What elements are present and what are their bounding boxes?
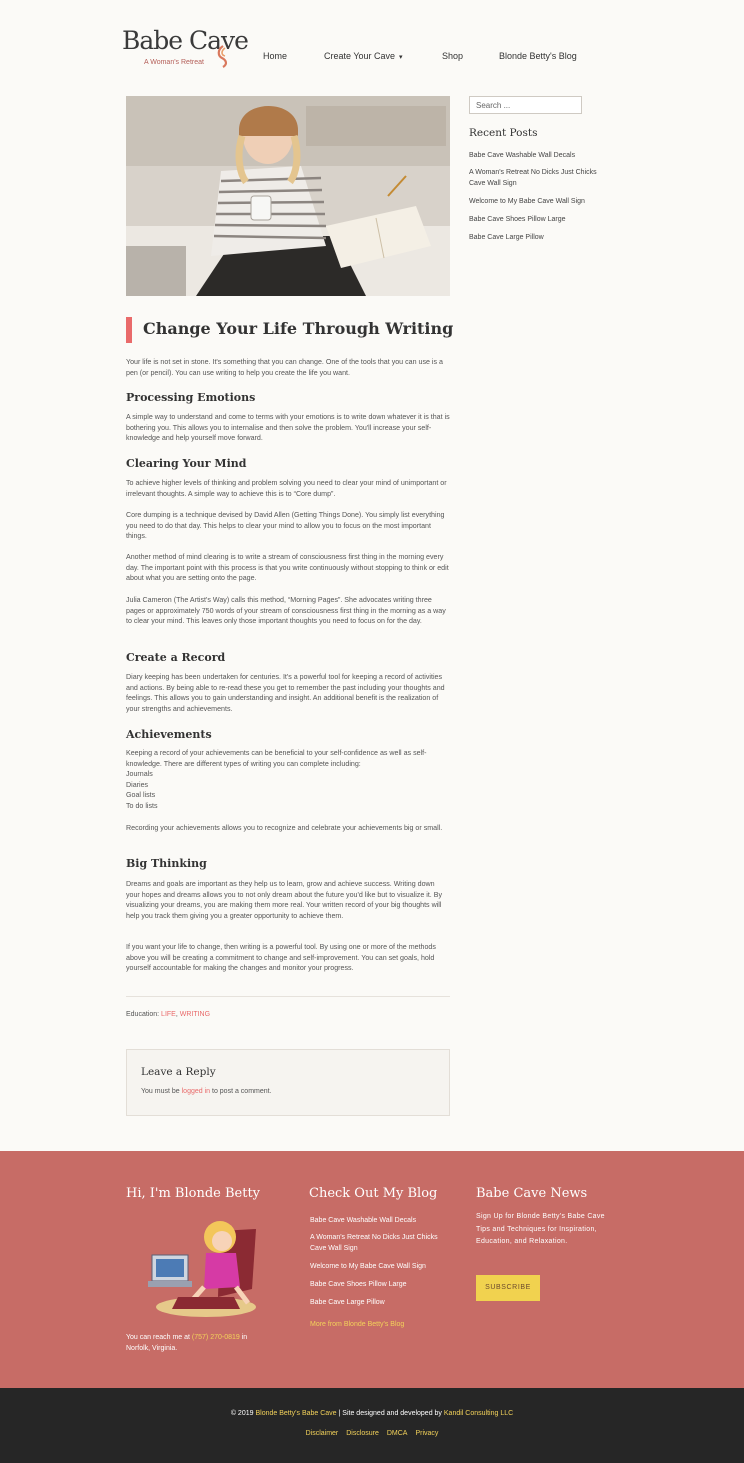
login-link[interactable]: logged in — [181, 1088, 211, 1095]
search-input[interactable]: Search ... — [469, 96, 582, 114]
bottom-bar — [0, 1388, 744, 1463]
reply-suffix: to post a comment. — [212, 1088, 272, 1095]
copyright — [0, 1410, 744, 1417]
post-divider — [126, 996, 450, 997]
footer-blog-link[interactable]: Babe Cave Washable Wall Decals — [310, 1217, 417, 1224]
reply-prefix: You must be — [141, 1088, 180, 1095]
tag-life[interactable]: LIFE — [161, 1011, 176, 1018]
section-paragraph: If you want your life to change, then writing is a powerful tool. By using one or more of the methods above you will be creating a commitment to change and self-improvement. You can set goals, hold yourself accountable for making the changes and monitor your progress. — [126, 943, 436, 973]
section-paragraph: Diary keeping has been undertaken for centuries. It's a powerful tool for keeping a record of activities and actions. By being able to re-read these you get to remember the past including your thoughts and feelings. This allows you to gain understanding and insight. An additional benefit is the realization of your strengths and achievements. — [126, 673, 445, 713]
chevron-down-icon: ▾ — [399, 54, 403, 61]
title-accent-bar — [126, 317, 132, 343]
post-categories: Education: LIFE, WRITING — [126, 1011, 211, 1018]
recent-post-link[interactable]: Babe Cave Large Pillow — [469, 234, 544, 241]
tag-writing[interactable]: WRITING — [179, 1011, 211, 1018]
section-heading: Achievements — [126, 728, 212, 741]
copyright-year: © 2019 — [230, 1410, 254, 1417]
post-featured-image — [126, 96, 450, 296]
list-item: Goal lists — [126, 791, 156, 800]
section-heading: Big Thinking — [126, 857, 207, 870]
recent-post-link[interactable]: A Woman's Retreat No Dicks Just Chicks Cave Wall Sign — [469, 169, 597, 187]
developer-link[interactable]: Kandil Consulting LLC — [443, 1410, 514, 1417]
blonde-betty-avatar — [148, 1209, 260, 1319]
footer-about-title: Hi, I'm Blonde Betty — [126, 1186, 261, 1201]
reply-text — [141, 1088, 272, 1095]
more-blog-link[interactable]: More from Blonde Betty's Blog — [310, 1321, 405, 1328]
disclosure-link[interactable]: Disclosure — [346, 1430, 379, 1437]
logo-subtitle: A Woman's Retreat — [144, 59, 204, 66]
footer-blog-link[interactable]: Babe Cave Large Pillow — [310, 1299, 385, 1306]
post-title: Change Your Life Through Writing — [143, 319, 454, 338]
footer-blog-link[interactable]: Babe Cave Shoes Pillow Large — [310, 1281, 407, 1288]
category-label: Education: — [126, 1011, 160, 1018]
footer-blog-link[interactable]: A Woman's Retreat No Dicks Just Chicks Cave Wall Sign — [310, 1234, 438, 1252]
recent-posts-title: Recent Posts — [469, 127, 538, 139]
section-paragraph: To achieve higher levels of thinking and problem solving you need to clear your mind of unimportant or irrelevant thoughts. A simple way to achieve this is to “Core dump”. — [126, 479, 447, 498]
phone-link[interactable]: (757) 270-0819 — [191, 1334, 240, 1341]
contact-text — [126, 1332, 286, 1354]
section-paragraph: Another method of mind clearing is to write a stream of consciousness first thing in the morning every day. The important point with this process is that you write continuously without stopping to think or edit about what you are setting onto the page. — [126, 553, 449, 583]
section-paragraph: Dreams and goals are important as they help us to learn, grow and achieve success. Writing down your hopes and dreams allows you to not only dream about the future you'd like but to visualize it. By visualizing your dreams, you are making them more real. Your written record of your big thoughts will help you track them giving you a greater opportunity to achieve them. — [126, 880, 443, 920]
privacy-link[interactable]: Privacy — [415, 1430, 439, 1437]
legal-links — [0, 1430, 744, 1437]
recent-post-link[interactable]: Babe Cave Shoes Pillow Large — [469, 216, 566, 223]
section-paragraph: Keeping a record of your achievements can be beneficial to your self-confidence as well as self-knowledge. There are different types of writing you can complete including: — [126, 749, 427, 768]
site-name-link[interactable]: Blonde Betty's Babe Cave — [255, 1410, 337, 1417]
site-footer — [0, 1151, 744, 1388]
newsletter-text: Sign Up for Blonde Betty's Babe Cave Tips and Techniques for Inspiration, Education, and Relaxation. — [476, 1213, 605, 1245]
subscribe-button[interactable]: SUBSCRIBE — [476, 1275, 540, 1301]
contact-location: Norfolk, Virginia. — [126, 1345, 178, 1352]
section-paragraph: Core dumping is a technique devised by David Allen (Getting Things Done). You simply list everything you need to do that day. This helps to clear your mind to allow you to focus on the most important things. — [126, 511, 445, 541]
section-heading: Create a Record — [126, 651, 226, 664]
dmca-link[interactable]: DMCA — [386, 1430, 408, 1437]
nav-create-your-cave[interactable] — [324, 51, 403, 61]
leave-reply-box — [126, 1049, 450, 1116]
footer-blog-title: Check Out My Blog — [309, 1186, 438, 1201]
list-item: Journals — [126, 770, 153, 778]
site-logo[interactable] — [120, 26, 248, 72]
copyright-middle: | Site designed and developed by — [338, 1410, 442, 1417]
footer-blog-link[interactable]: Welcome to My Babe Cave Wall Sign — [310, 1263, 426, 1270]
recent-post-link[interactable]: Welcome to My Babe Cave Wall Sign — [469, 198, 585, 205]
achievements-list — [126, 769, 450, 811]
contact-suffix: in — [241, 1334, 248, 1341]
nav-blog[interactable]: Blonde Betty's Blog — [499, 51, 577, 61]
list-item: To do lists — [126, 801, 158, 810]
reply-title: Leave a Reply — [141, 1066, 216, 1078]
nav-shop[interactable]: Shop — [442, 51, 464, 61]
section-heading: Processing Emotions — [126, 391, 256, 404]
section-heading: Clearing Your Mind — [126, 457, 247, 470]
footer-news-title: Babe Cave News — [476, 1186, 588, 1201]
section-paragraph: Julia Cameron (The Artist's Way) calls this method, “Morning Pages”. She advocates writing three pages or approximately 750 words of your stream of consciousness first thing in the morning as a way to clear your mind. This leaves only those important thoughts you need to focus on for the day. — [126, 596, 446, 626]
list-item: Diaries — [126, 780, 149, 789]
recent-post-link[interactable]: Babe Cave Washable Wall Decals — [469, 152, 576, 159]
disclaimer-link[interactable]: Disclaimer — [305, 1430, 339, 1437]
hair-swirl-icon — [216, 44, 230, 68]
section-paragraph: A simple way to understand and come to terms with your emotions is to write down whatever it is that is bothering you. This allows you to internalise and then solve the problem. You'll increase your self-knowledge and help yourself move forward. — [126, 413, 450, 443]
post-intro: Your life is not set in stone. It's something that you can change. One of the tools that you can use is a pen (or pencil). You can use writing to help you create the life you want. — [126, 358, 443, 377]
section-paragraph: Recording your achievements allows you to recognize and celebrate your achievements big or small. — [126, 824, 443, 832]
logo-title: Babe Cave — [122, 26, 248, 55]
contact-prefix: You can reach me at — [126, 1334, 190, 1341]
nav-create-your-cave-label: Create Your Cave — [324, 51, 396, 61]
nav-home[interactable]: Home — [263, 51, 288, 61]
